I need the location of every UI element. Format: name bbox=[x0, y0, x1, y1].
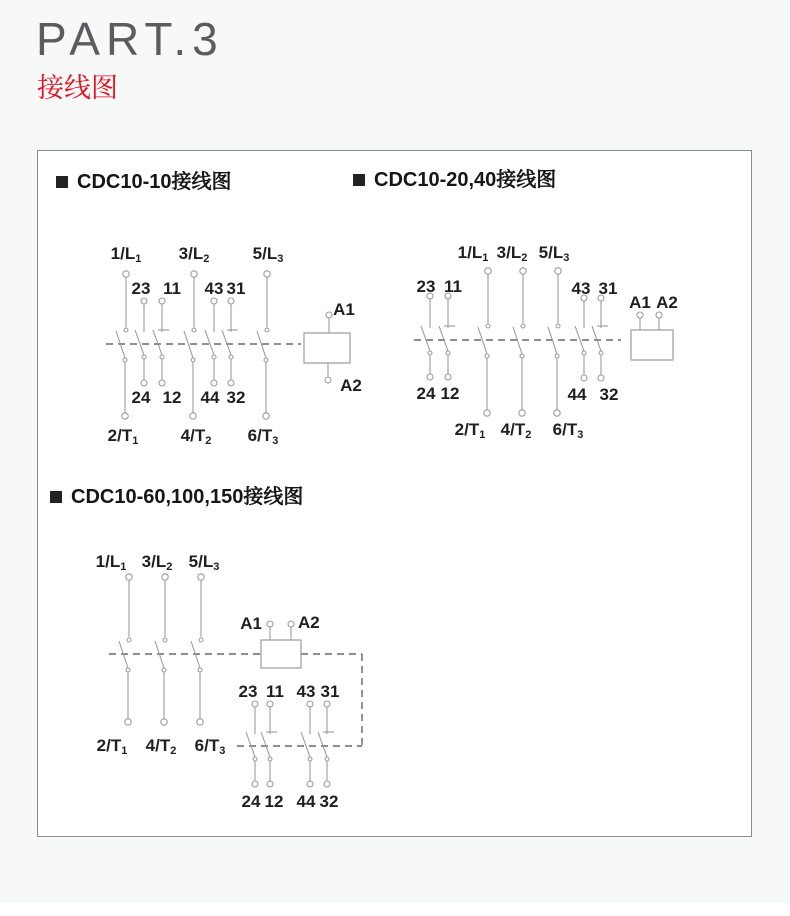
terminal-label-32: 32 bbox=[226, 388, 246, 407]
terminal-label-44: 44 bbox=[567, 385, 587, 404]
terminal-label-5-L3: 5/L3 bbox=[252, 244, 284, 265]
coil-box bbox=[304, 333, 350, 363]
wiring-diagram-canvas bbox=[38, 151, 750, 835]
terminal-label-44: 44 bbox=[296, 792, 316, 811]
terminal-label-24: 24 bbox=[131, 388, 151, 407]
terminal-label-24: 24 bbox=[241, 792, 261, 811]
terminal-label-6-T3: 6/T3 bbox=[552, 420, 584, 441]
terminal-label-43: 43 bbox=[204, 279, 224, 298]
terminal-label-32: 32 bbox=[599, 385, 619, 404]
terminal-label-12: 12 bbox=[162, 388, 182, 407]
terminal-label-5-L3: 5/L3 bbox=[538, 243, 570, 264]
terminal-label-31: 31 bbox=[598, 279, 618, 298]
terminal-label-4-T2: 4/T2 bbox=[500, 420, 532, 441]
coil-box bbox=[631, 330, 673, 360]
part-heading: PART.3 bbox=[36, 13, 224, 65]
terminal-label-1-L1: 1/L1 bbox=[110, 244, 142, 265]
terminal-label-A2: A2 bbox=[340, 376, 362, 395]
terminal-label-1-L1: 1/L1 bbox=[457, 243, 489, 264]
terminal-label-1-L1: 1/L1 bbox=[95, 552, 127, 573]
terminal-label-A2: A2 bbox=[656, 293, 678, 312]
diagram-title-text: CDC10-60,100,150接线图 bbox=[71, 486, 304, 508]
terminal-label-11: 11 bbox=[163, 279, 181, 298]
terminal-label-3-L2: 3/L2 bbox=[178, 244, 210, 265]
terminal-label-12: 12 bbox=[264, 792, 284, 811]
terminal-label-11: 11 bbox=[266, 682, 284, 701]
section-subtitle: 接线图 bbox=[37, 73, 118, 103]
terminal-label-2-T1: 2/T1 bbox=[454, 420, 486, 441]
terminal-label-A1: A1 bbox=[333, 300, 355, 319]
terminal-label-24: 24 bbox=[416, 384, 436, 403]
diagram-title-text: CDC10-20,40接线图 bbox=[374, 169, 557, 191]
terminal-label-A2: A2 bbox=[298, 613, 320, 632]
diagram-cdc10-60-100-150 bbox=[96, 552, 362, 811]
coil-box bbox=[261, 640, 301, 668]
terminal-label-32: 32 bbox=[319, 792, 339, 811]
terminal-label-23: 23 bbox=[416, 277, 436, 296]
terminal-label-12: 12 bbox=[440, 384, 460, 403]
terminal-label-5-L3: 5/L3 bbox=[188, 552, 220, 573]
terminal-label-11: 11 bbox=[444, 277, 462, 296]
terminal-label-6-T3: 6/T3 bbox=[194, 736, 226, 757]
terminal-label-6-T3: 6/T3 bbox=[247, 426, 279, 447]
terminal-label-31: 31 bbox=[226, 279, 246, 298]
diagram-cdc10-10 bbox=[106, 244, 362, 447]
terminal-label-2-T1: 2/T1 bbox=[107, 426, 139, 447]
diagram-title-text: CDC10-10接线图 bbox=[77, 171, 232, 193]
terminal-label-A1: A1 bbox=[240, 614, 262, 633]
terminal-label-A1: A1 bbox=[629, 293, 651, 312]
terminal-label-4-T2: 4/T2 bbox=[145, 736, 177, 757]
terminal-label-43: 43 bbox=[296, 682, 316, 701]
terminal-label-4-T2: 4/T2 bbox=[180, 426, 212, 447]
terminal-label-43: 43 bbox=[571, 279, 591, 298]
terminal-label-44: 44 bbox=[200, 388, 220, 407]
terminal-label-31: 31 bbox=[320, 682, 340, 701]
diagram-cdc10-20-40 bbox=[414, 243, 678, 441]
wiring-diagrams-panel bbox=[37, 150, 752, 837]
terminal-label-2-T1: 2/T1 bbox=[96, 736, 128, 757]
page-bottom-strip bbox=[0, 903, 790, 916]
terminal-label-3-L2: 3/L2 bbox=[141, 552, 173, 573]
terminal-label-3-L2: 3/L2 bbox=[496, 243, 528, 264]
terminal-label-23: 23 bbox=[238, 682, 258, 701]
terminal-label-23: 23 bbox=[131, 279, 151, 298]
